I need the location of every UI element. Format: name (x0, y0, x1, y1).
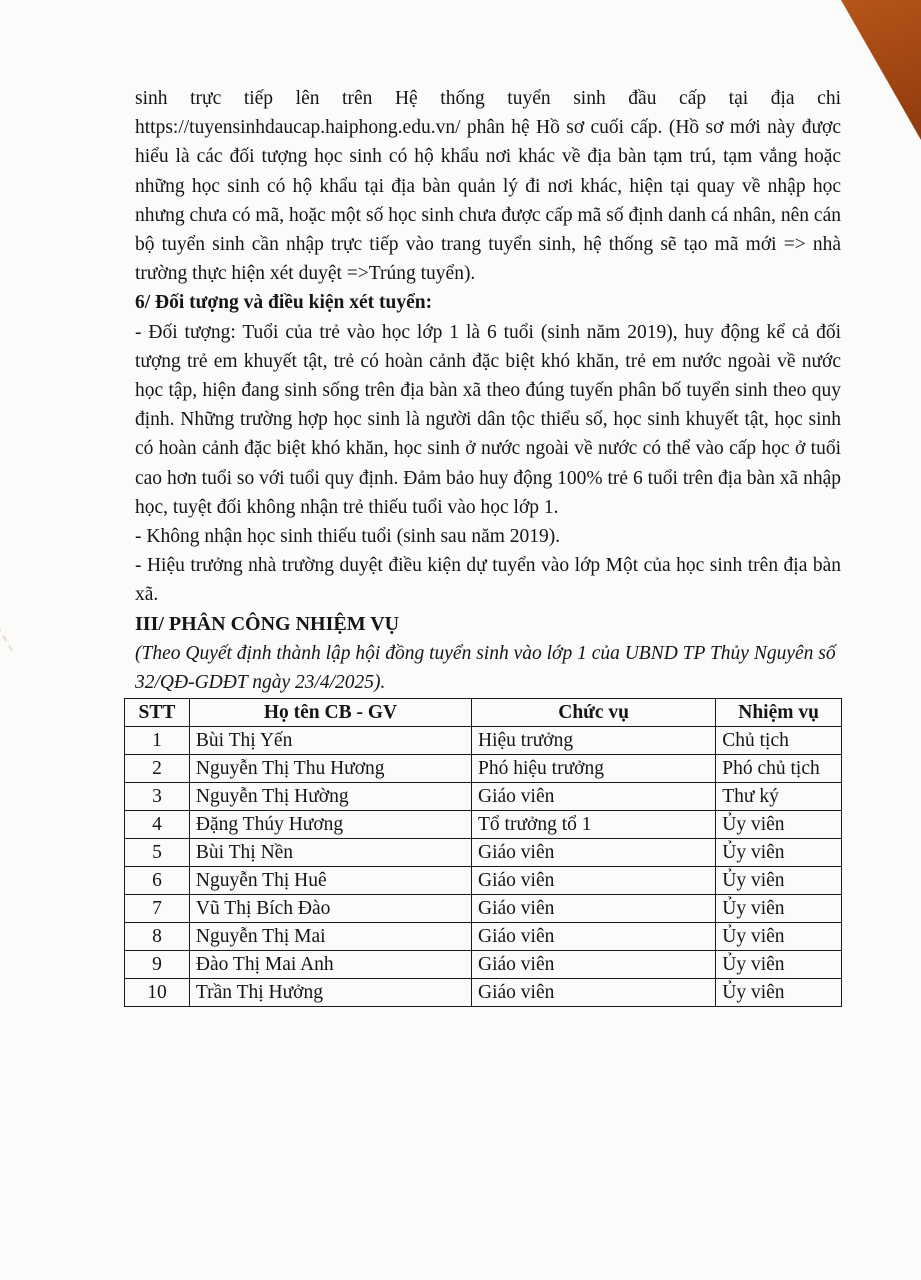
table-row (125, 979, 842, 1007)
table-row (125, 923, 842, 951)
desk-corner-background (841, 0, 921, 140)
cell-stt: 7 (125, 895, 190, 923)
cell-duty: Phó chủ tịch (716, 755, 842, 783)
eligibility-item: - Không nhận học sinh thiếu tuổi (sinh sau năm 2019). (135, 526, 561, 548)
header-position: Chức vụ (472, 699, 716, 727)
cell-duty: Chủ tịch (716, 727, 842, 755)
cell-duty: Ủy viên (716, 895, 842, 923)
cell-stt: 5 (125, 839, 190, 867)
cell-position: Giáo viên (472, 979, 716, 1007)
cell-stt: 6 (125, 867, 190, 895)
intro-paragraph: sinh trực tiếp lên trên Hệ thống tuyển sinh đầu cấp tại địa chi https://tuyensinhdaucap.haiphong.edu.vn/ phân hệ Hồ sơ cuối cấp. (Hồ sơ mới này được hiểu là các đối tượng học sinh có hộ khẩu nơi khác về địa bàn tạm trú, tạm vắng hoặc những học sinh có hộ khẩu tại địa bàn quản lý đi nơi khác, hiện tại quay về nhập học nhưng chưa có mã, hoặc một số học sinh chưa được cấp mã số định danh cá nhân, nên cán bộ tuyển sinh cần nhập trực tiếp vào trang tuyển sinh, hệ thống sẽ tạo mã mới => nhà trường thực hiện xét duyệt =>Trúng tuyển). (135, 88, 841, 285)
cell-position: Giáo viên (472, 867, 716, 895)
cell-stt: 8 (125, 923, 190, 951)
cell-position: Phó hiệu trưởng (472, 755, 716, 783)
assignment-table (124, 698, 842, 1007)
header-name: Họ tên CB - GV (189, 699, 471, 727)
section-3-heading: III/ PHÂN CÔNG NHIỆM VỤ (135, 612, 400, 635)
cell-stt: 2 (125, 755, 190, 783)
section-6-heading: 6/ Đối tượng và điều kiện xét tuyển: (135, 292, 433, 314)
table-row (125, 867, 842, 895)
header-duty: Nhiệm vụ (716, 699, 842, 727)
cell-stt: 1 (125, 727, 190, 755)
cell-name: Bùi Thị Nền (189, 839, 471, 867)
cell-name: Nguyễn Thị Hường (189, 783, 471, 811)
cell-name: Nguyễn Thị Huê (189, 867, 471, 895)
cell-name: Nguyễn Thị Mai (189, 923, 471, 951)
cell-position: Tổ trưởng tổ 1 (472, 811, 716, 839)
cell-name: Đặng Thúy Hương (189, 811, 471, 839)
cell-name: Vũ Thị Bích Đào (189, 895, 471, 923)
stamp-bleed-mark (0, 609, 25, 652)
cell-position: Giáo viên (472, 839, 716, 867)
cell-position: Giáo viên (472, 951, 716, 979)
cell-position: Giáo viên (472, 895, 716, 923)
cell-stt: 10 (125, 979, 190, 1007)
cell-stt: 9 (125, 951, 190, 979)
cell-duty: Ủy viên (716, 839, 842, 867)
cell-position: Hiệu trưởng (472, 727, 716, 755)
eligibility-item: - Đối tượng: Tuổi của trẻ vào học lớp 1 là 6 tuổi (sinh năm 2019), huy động kể cả đối tượng trẻ em khuyết tật, trẻ có hoàn cảnh đặc biệt khó khăn, trẻ em nước ngoài về nước học tập, hiện đang sinh sống trên địa bàn xã theo đúng tuyến phân bố tuyển sinh theo quy định. Những trường hợp học sinh là người dân tộc thiểu số, học sinh khuyết tật, học sinh có hoàn cảnh đặc biệt khó khăn, học sinh ở nước ngoài về nước có thể vào cấp học ở tuổi cao hơn tuổi so với tuổi quy định. Đảm bảo huy động 100% trẻ 6 tuổi trên địa bàn xã nhập học, tuyệt đối không nhận trẻ thiếu tuổi vào học lớp 1. (135, 321, 841, 518)
cell-stt: 3 (125, 783, 190, 811)
table-row (125, 783, 842, 811)
cell-name: Bùi Thị Yến (189, 727, 471, 755)
header-stt: STT (125, 699, 190, 727)
table-row (125, 951, 842, 979)
cell-duty: Ủy viên (716, 923, 842, 951)
cell-duty: Ủy viên (716, 867, 842, 895)
decision-note: (Theo Quyết định thành lập hội đồng tuyển sinh vào lớp 1 của UBND TP Thủy Nguyên số 32/QĐ-GDĐT ngày 23/4/2025). (135, 643, 836, 694)
cell-name: Trần Thị Hưởng (189, 979, 471, 1007)
table-row (125, 895, 842, 923)
table-row (125, 839, 842, 867)
cell-duty: Ủy viên (716, 979, 842, 1007)
cell-duty: Ủy viên (716, 811, 842, 839)
table-row (125, 755, 842, 783)
cell-position: Giáo viên (472, 923, 716, 951)
cell-duty: Ủy viên (716, 951, 842, 979)
table-header-row (125, 699, 842, 727)
document-page (135, 84, 841, 1007)
cell-name: Đào Thị Mai Anh (189, 951, 471, 979)
cell-name: Nguyễn Thị Thu Hương (189, 755, 471, 783)
cell-stt: 4 (125, 811, 190, 839)
eligibility-item: - Hiệu trưởng nhà trường duyệt điều kiện dự tuyển vào lớp Một của học sinh trên địa bàn xã. (135, 555, 841, 606)
table-row (125, 811, 842, 839)
cell-duty: Thư ký (716, 783, 842, 811)
cell-position: Giáo viên (472, 783, 716, 811)
table-row (125, 727, 842, 755)
